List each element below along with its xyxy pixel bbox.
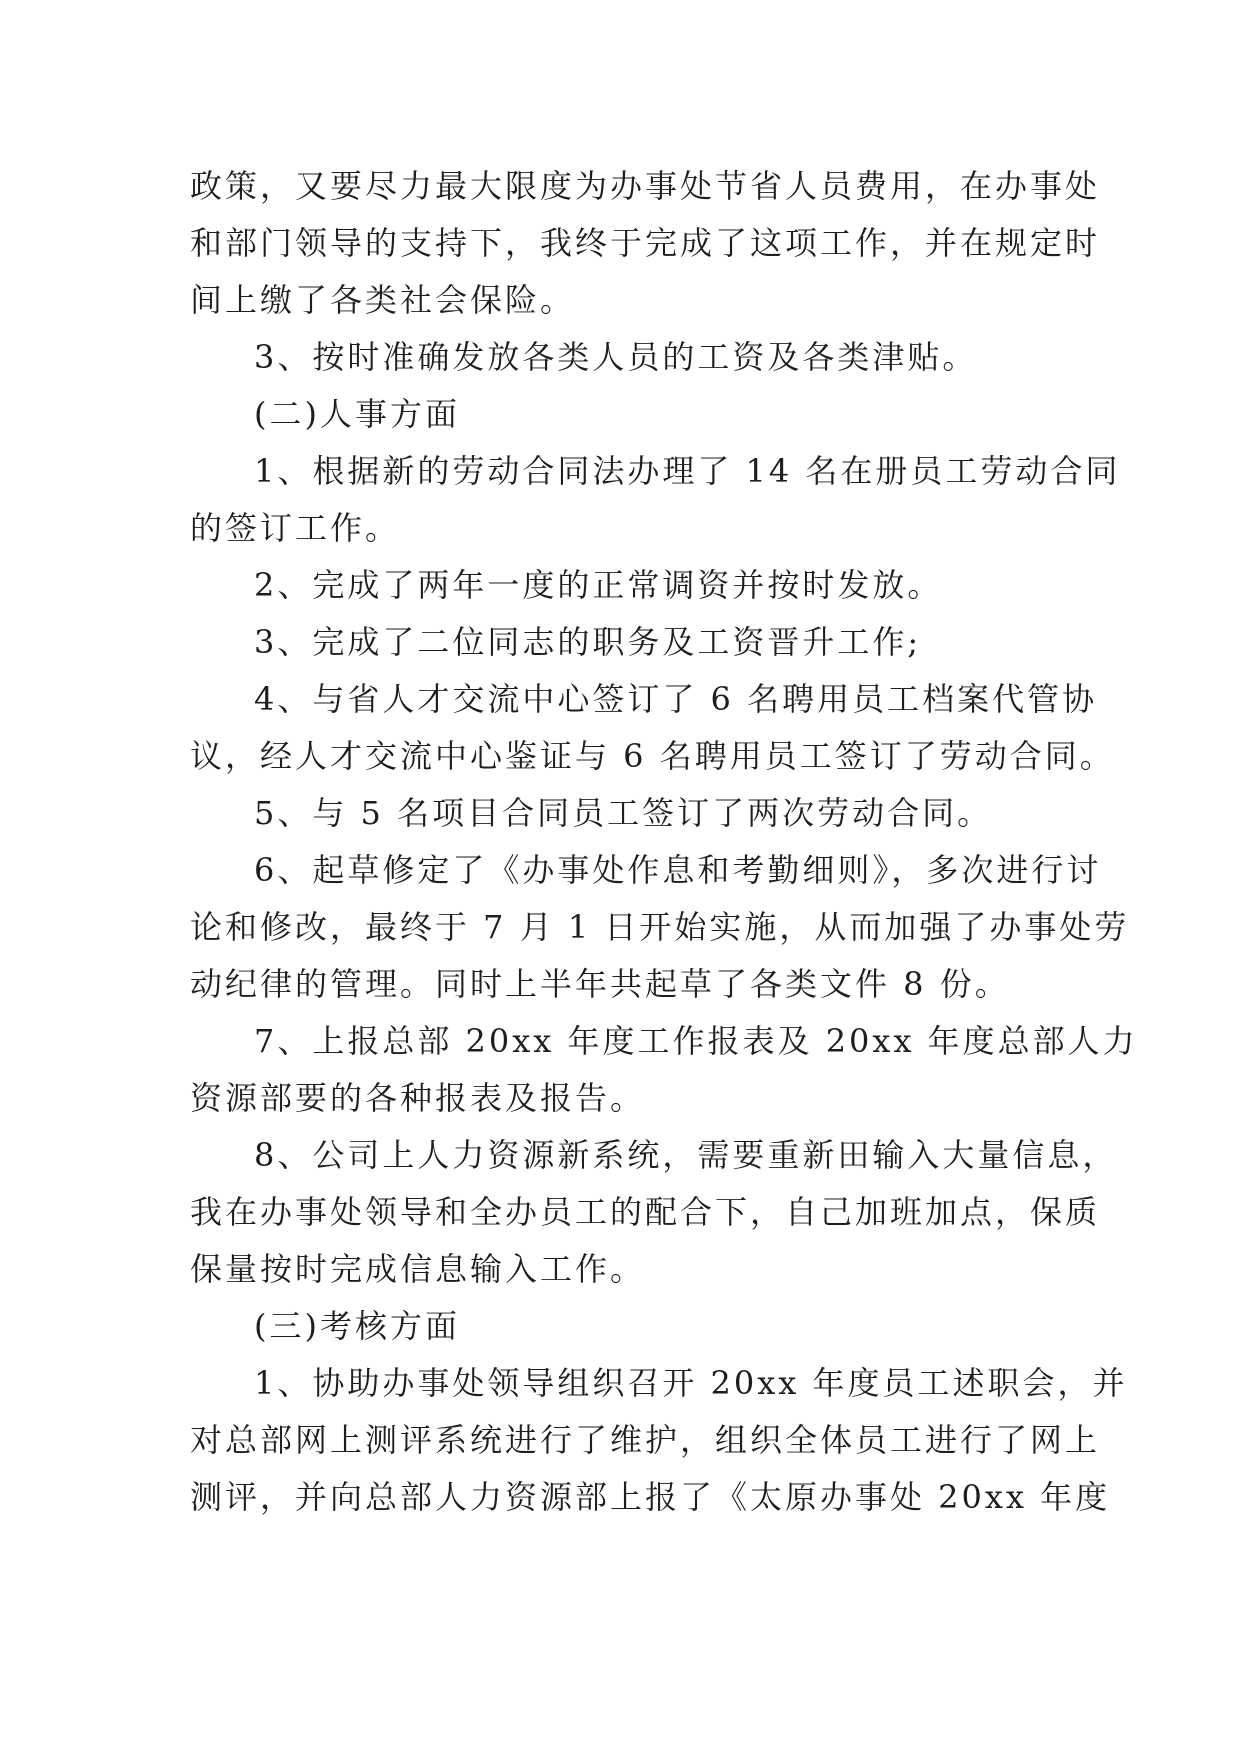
text-line: 1、协助办事处领导组织召开 20xx 年度员工述职会，并 [254, 1364, 1128, 1402]
text-line: 动纪律的管理。同时上半年共起草了各类文件 8 份。 [190, 965, 1010, 1003]
text-line: 资源部要的各种报表及报告。 [190, 1079, 646, 1117]
text-line: 3、按时准确发放各类人员的工资及各类津贴。 [254, 338, 978, 376]
text-line: 7、上报总部 20xx 年度工作报表及 20xx 年度总部人力 [254, 1022, 1138, 1060]
text-line: 1、根据新的劳动合同法办理了 14 名在册员工劳动合同 [254, 452, 1121, 490]
text-line: 和部门领导的支持下，我终于完成了这项工作，并在规定时 [190, 224, 1101, 262]
text-line: 的签订工作。 [190, 509, 401, 547]
section-heading: (三)考核方面 [254, 1307, 460, 1345]
text-line: 8、公司上人力资源新系统，需要重新田输入大量信息， [254, 1136, 1118, 1174]
section-heading: (二)人事方面 [254, 395, 460, 433]
text-line: 5、与 5 名项目合同员工签订了两次劳动合同。 [254, 794, 993, 832]
text-line: 保量按时完成信息输入工作。 [190, 1250, 646, 1288]
text-line: 政策，又要尽力最大限度为办事处节省人员费用，在办事处 [190, 167, 1101, 205]
text-line: 论和修改，最终于 7 月 1 日开始实施，从而加强了办事处劳 [190, 908, 1130, 946]
text-line: 3、完成了二位同志的职务及工资晋升工作; [254, 623, 922, 661]
text-line: 对总部网上测评系统进行了维护，组织全体员工进行了网上 [190, 1421, 1101, 1459]
text-line: 我在办事处领导和全办员工的配合下，自己加班加点，保质 [190, 1193, 1101, 1231]
document-body [190, 158, 1138, 1526]
text-line: 议，经人才交流中心鉴证与 6 名聘用员工签订了劳动合同。 [190, 737, 1115, 775]
text-line: 6、起草修定了《办事处作息和考勤细则》，多次进行讨 [254, 851, 1102, 889]
text-line: 间上缴了各类社会保险。 [190, 281, 576, 319]
text-line: 2、完成了两年一度的正常调资并按时发放。 [254, 566, 943, 604]
text-line: 4、与省人才交流中心签订了 6 名聘用员工档案代管协 [254, 680, 1098, 718]
text-line: 测评，并向总部人力资源部上报了《太原办事处 20xx 年度 [190, 1478, 1111, 1516]
